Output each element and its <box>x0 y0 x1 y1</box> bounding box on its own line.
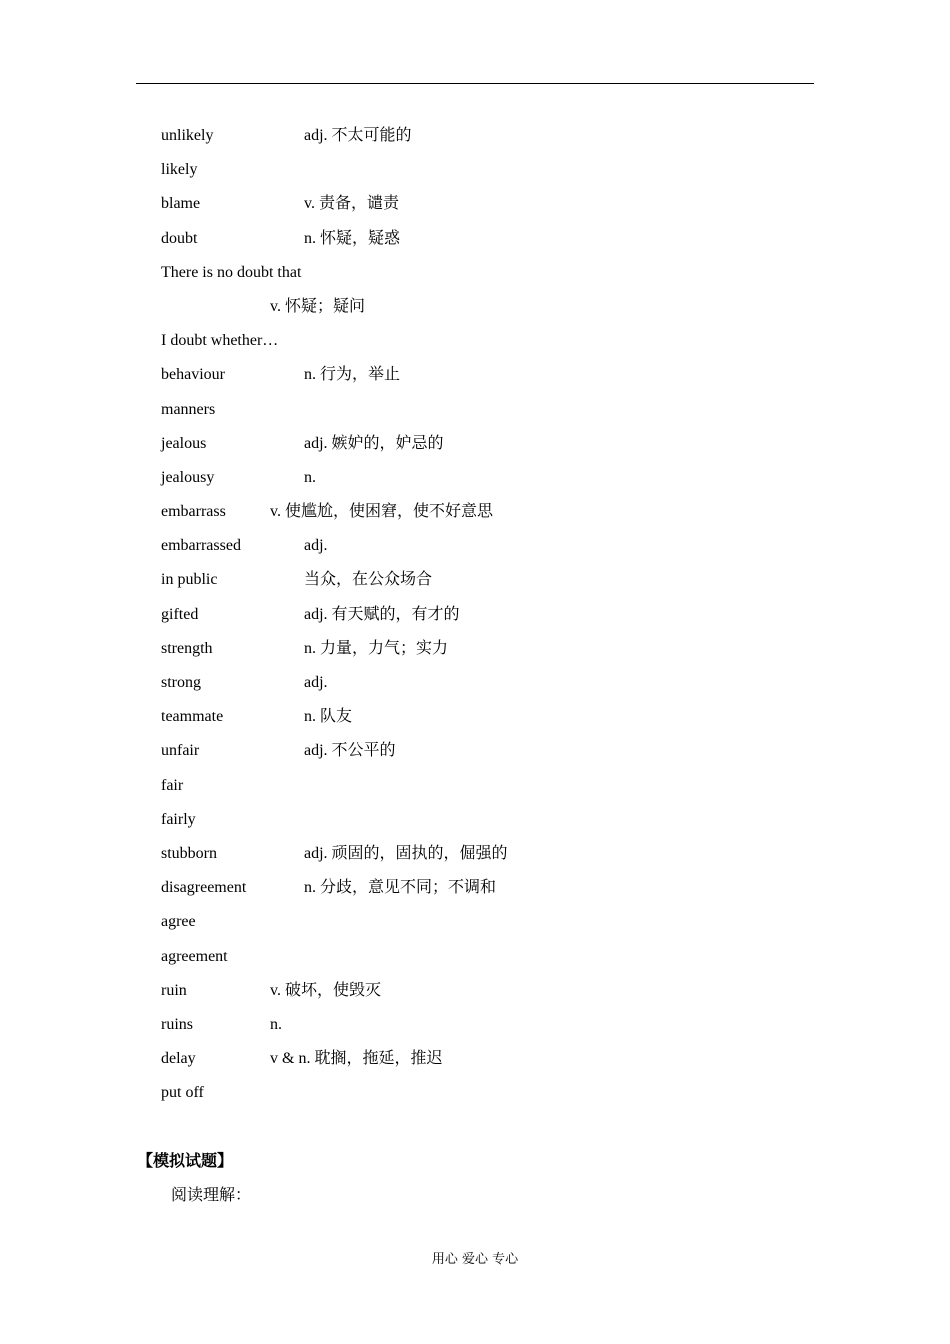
vocab-row <box>0 803 950 837</box>
vocab-definition: n. 队友 <box>304 708 353 726</box>
vocab-word: unlikely <box>161 127 214 144</box>
vocab-definition: n. 怀疑，疑惑 <box>304 229 401 247</box>
vocab-word: manners <box>161 400 216 418</box>
vocab-row <box>0 290 950 324</box>
vocab-row <box>0 940 950 974</box>
vocab-definition: 当众，在公众场合 <box>304 571 433 589</box>
vocab-row <box>0 358 950 392</box>
vocab-word: strength <box>161 639 213 657</box>
vocab-definition: v. 破坏，使毁灭 <box>270 981 381 999</box>
vocab-definition: adj. 不公平的 <box>304 742 396 760</box>
vocab-row <box>0 837 950 871</box>
vocab-row <box>0 632 950 666</box>
vocab-definition: n. 力量，力气；实力 <box>304 639 449 657</box>
vocab-row <box>0 461 950 495</box>
vocab-row <box>0 769 950 803</box>
vocab-word: delay <box>161 1050 196 1068</box>
vocab-word: I doubt whether… <box>161 332 279 350</box>
vocab-row <box>0 563 950 597</box>
vocab-word: blame <box>161 195 201 213</box>
vocab-row <box>0 700 950 734</box>
vocab-row <box>0 119 950 153</box>
vocab-word: There is no doubt that <box>161 263 302 281</box>
vocab-definition: v. 使尴尬，使困窘，使不好意思 <box>270 503 493 521</box>
vocab-word: teammate <box>161 708 224 726</box>
vocab-row <box>0 153 950 187</box>
vocab-word: agree <box>161 913 196 931</box>
vocab-row <box>0 1008 950 1042</box>
vocab-row <box>0 598 950 632</box>
vocab-word: behaviour <box>161 366 225 384</box>
vocab-row <box>0 1076 950 1110</box>
vocab-row <box>0 427 950 461</box>
vocab-word: agreement <box>161 947 228 965</box>
page-footer: 用心 爱心 专心 <box>431 1252 519 1267</box>
vocab-row <box>0 734 950 768</box>
vocab-row <box>0 187 950 221</box>
header-rule <box>136 83 814 84</box>
vocab-word: embarrassed <box>161 537 241 555</box>
vocab-word: strong <box>161 674 201 691</box>
vocab-definition: adj. <box>304 674 328 691</box>
vocab-word: fairly <box>161 810 196 828</box>
section-title: 【模拟试题】 <box>137 1151 234 1170</box>
vocab-definition: n. <box>270 1015 282 1033</box>
vocab-row <box>0 1042 950 1076</box>
vocab-word: ruin <box>161 981 187 999</box>
vocab-word: stubborn <box>161 844 217 862</box>
vocab-word: unfair <box>161 742 200 760</box>
vocab-word: in public <box>161 571 218 589</box>
vocab-definition: v & n. 耽搁，拖延，推迟 <box>270 1050 443 1068</box>
vocab-row <box>0 871 950 905</box>
vocabulary-list <box>0 119 950 1110</box>
vocab-word: doubt <box>161 229 198 247</box>
vocab-definition: n. 分歧，意见不同；不调和 <box>304 879 497 897</box>
vocab-row <box>0 495 950 529</box>
vocab-word: jealousy <box>161 468 215 486</box>
vocab-definition: n. <box>304 468 316 486</box>
vocab-row <box>0 256 950 290</box>
vocab-row <box>0 666 950 700</box>
vocab-definition: n. 行为，举止 <box>304 366 401 384</box>
vocab-word: ruins <box>161 1015 193 1033</box>
vocab-definition: adj. 不太可能的 <box>304 127 412 144</box>
vocab-definition: v. 怀疑；疑问 <box>270 297 365 315</box>
vocab-row <box>0 905 950 939</box>
vocab-word: embarrass <box>161 503 226 521</box>
vocab-word: likely <box>161 161 198 179</box>
vocab-row <box>0 393 950 427</box>
vocab-definition: adj. 嫉妒的，妒忌的 <box>304 434 444 452</box>
vocab-word: gifted <box>161 605 199 623</box>
vocab-row <box>0 529 950 563</box>
vocab-row <box>0 974 950 1008</box>
vocab-row <box>0 222 950 256</box>
vocab-definition: adj. 有天赋的，有才的 <box>304 605 460 623</box>
vocab-definition: adj. <box>304 537 328 555</box>
vocab-word: put off <box>161 1084 204 1102</box>
vocab-definition: v. 责备，谴责 <box>304 195 399 213</box>
vocab-definition: adj. 顽固的，固执的，倔强的 <box>304 844 508 862</box>
vocab-word: jealous <box>161 434 207 452</box>
vocab-word: fair <box>161 776 184 794</box>
vocab-word: disagreement <box>161 879 247 897</box>
reading-comprehension-heading: 阅读理解： <box>171 1185 252 1204</box>
vocab-row <box>0 324 950 358</box>
